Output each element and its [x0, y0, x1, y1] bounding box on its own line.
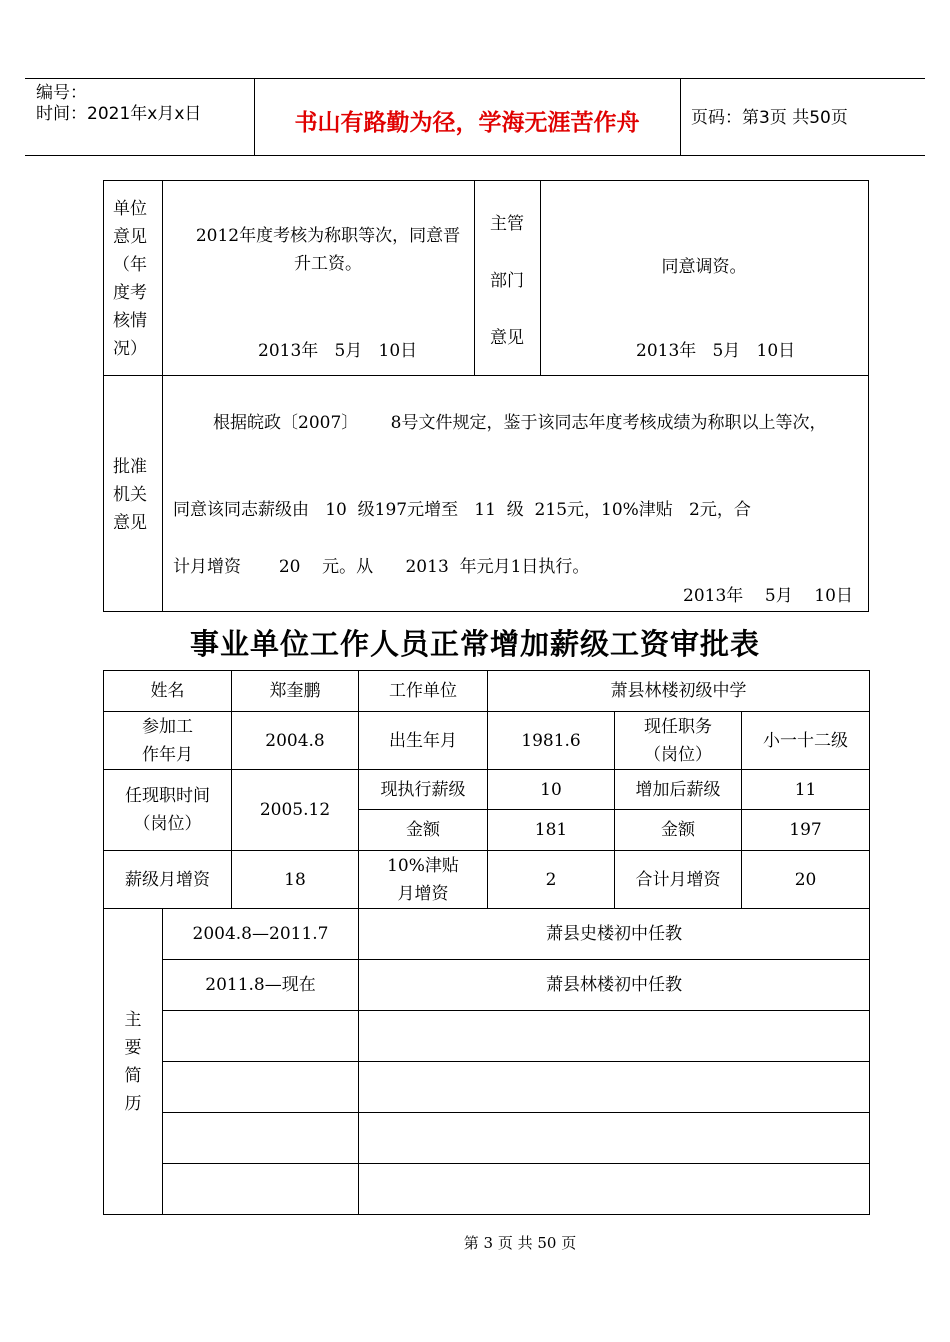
work-start-label [104, 712, 232, 770]
birth-label: 出生年月 [359, 712, 488, 770]
position-label-line-2: （岗位） [644, 744, 712, 765]
monthly-increase-label: 薪级月增资 [104, 851, 232, 909]
approval-row-divider [103, 375, 869, 376]
authority-label: 批准机关意见 [113, 457, 147, 533]
approval-mid-divider-2 [540, 180, 541, 375]
resume-table [103, 908, 870, 1215]
resume-label [104, 909, 163, 1215]
current-amount-value: 181 [488, 810, 615, 851]
resume-desc [359, 1164, 870, 1215]
new-grade-label: 增加后薪级 [615, 770, 742, 810]
dept-opinion-text: 同意调资。 [661, 257, 747, 277]
footer-page-number: 第 3 页 共 50 页 [463, 1234, 577, 1252]
resume-period: 2011.8—现在 [163, 960, 359, 1011]
current-amount-label: 金额 [359, 810, 488, 851]
resume-period: 2004.8—2011.7 [163, 909, 359, 960]
header-divider-right [680, 78, 681, 156]
resume-period [163, 1011, 359, 1062]
new-grade-value: 11 [742, 770, 870, 810]
allowance-label [359, 851, 488, 909]
resume-period [163, 1113, 359, 1164]
document-number-label: 编号： [36, 83, 87, 103]
resume-period [163, 1062, 359, 1113]
form-title: 事业单位工作人员正常增加薪级工资审批表 [189, 627, 760, 661]
position-value: 小一十二级 [742, 712, 870, 770]
allowance-label-line-2: 月增资 [397, 883, 449, 904]
header-page-label: 页码：第3页 共50页 [691, 108, 848, 128]
authority-line-1: 根据皖政〔2007〕 8号文件规定，鉴于该同志年度考核成绩为称职以上等次， [213, 413, 827, 433]
position-label-line-1: 现任职务 [644, 716, 712, 737]
resume-desc: 萧县林楼初中任教 [359, 960, 870, 1011]
current-grade-label: 现执行薪级 [359, 770, 488, 810]
salary-info-table [103, 670, 870, 909]
tenure-value: 2005.12 [232, 770, 359, 851]
tenure-label-line-1: 任现职时间 [125, 786, 210, 806]
resume-period [163, 1164, 359, 1215]
work-start-label-line-1: 参加工 [142, 716, 193, 737]
total-increase-label: 合计月增资 [615, 851, 742, 909]
current-grade-value: 10 [488, 770, 615, 810]
header-motto: 书山有路勤为径，学海无涯苦作舟 [294, 110, 640, 136]
tenure-label-line-2: （岗位） [133, 814, 202, 834]
work-start-label-line-2: 作年月 [142, 744, 193, 765]
new-amount-value: 197 [742, 810, 870, 851]
approval-label-divider [162, 180, 163, 612]
allowance-value: 2 [488, 851, 615, 909]
document-time-label: 时间：2021年x月x日 [36, 104, 202, 124]
birth-value: 1981.6 [488, 712, 615, 770]
resume-desc: 萧县史楼初中任教 [359, 909, 870, 960]
resume-label-text: 主要简历 [124, 1009, 142, 1114]
name-value: 郑奎鹏 [232, 671, 359, 712]
dept-opinion-date: 2013年 5月 10日 [636, 341, 796, 361]
authority-date: 2013年 5月 10日 [683, 586, 853, 606]
position-label [615, 712, 742, 770]
authority-line-2: 同意该同志薪级由 10 级197元增至 11 级 215元，10%津贴 2元，合 [173, 500, 751, 520]
work-start-value: 2004.8 [232, 712, 359, 770]
employer-label: 工作单位 [359, 671, 488, 712]
name-label: 姓名 [104, 671, 232, 712]
employer-value: 萧县林楼初级中学 [488, 671, 870, 712]
tenure-label [104, 770, 232, 851]
header-top-rule [25, 78, 925, 79]
dept-label-line-1: 主管 [490, 214, 524, 234]
authority-line-3: 计月增资 20 元。从 2013 年元月1日执行。 [173, 557, 590, 577]
unit-opinion-label: 单位意见（年度考核情况） [113, 199, 147, 359]
allowance-label-line-1: 10%津贴 [387, 855, 459, 876]
total-increase-value: 20 [742, 851, 870, 909]
monthly-increase-value: 18 [232, 851, 359, 909]
dept-label-line-3: 意见 [490, 328, 524, 348]
header-bottom-rule [25, 155, 925, 156]
unit-opinion-text: 2012年度考核为称职等次，同意晋升工资。 [195, 226, 461, 274]
resume-desc [359, 1011, 870, 1062]
resume-desc [359, 1113, 870, 1164]
resume-desc [359, 1062, 870, 1113]
dept-label-line-2: 部门 [490, 271, 524, 291]
new-amount-label: 金额 [615, 810, 742, 851]
unit-opinion-date: 2013年 5月 10日 [258, 341, 418, 361]
